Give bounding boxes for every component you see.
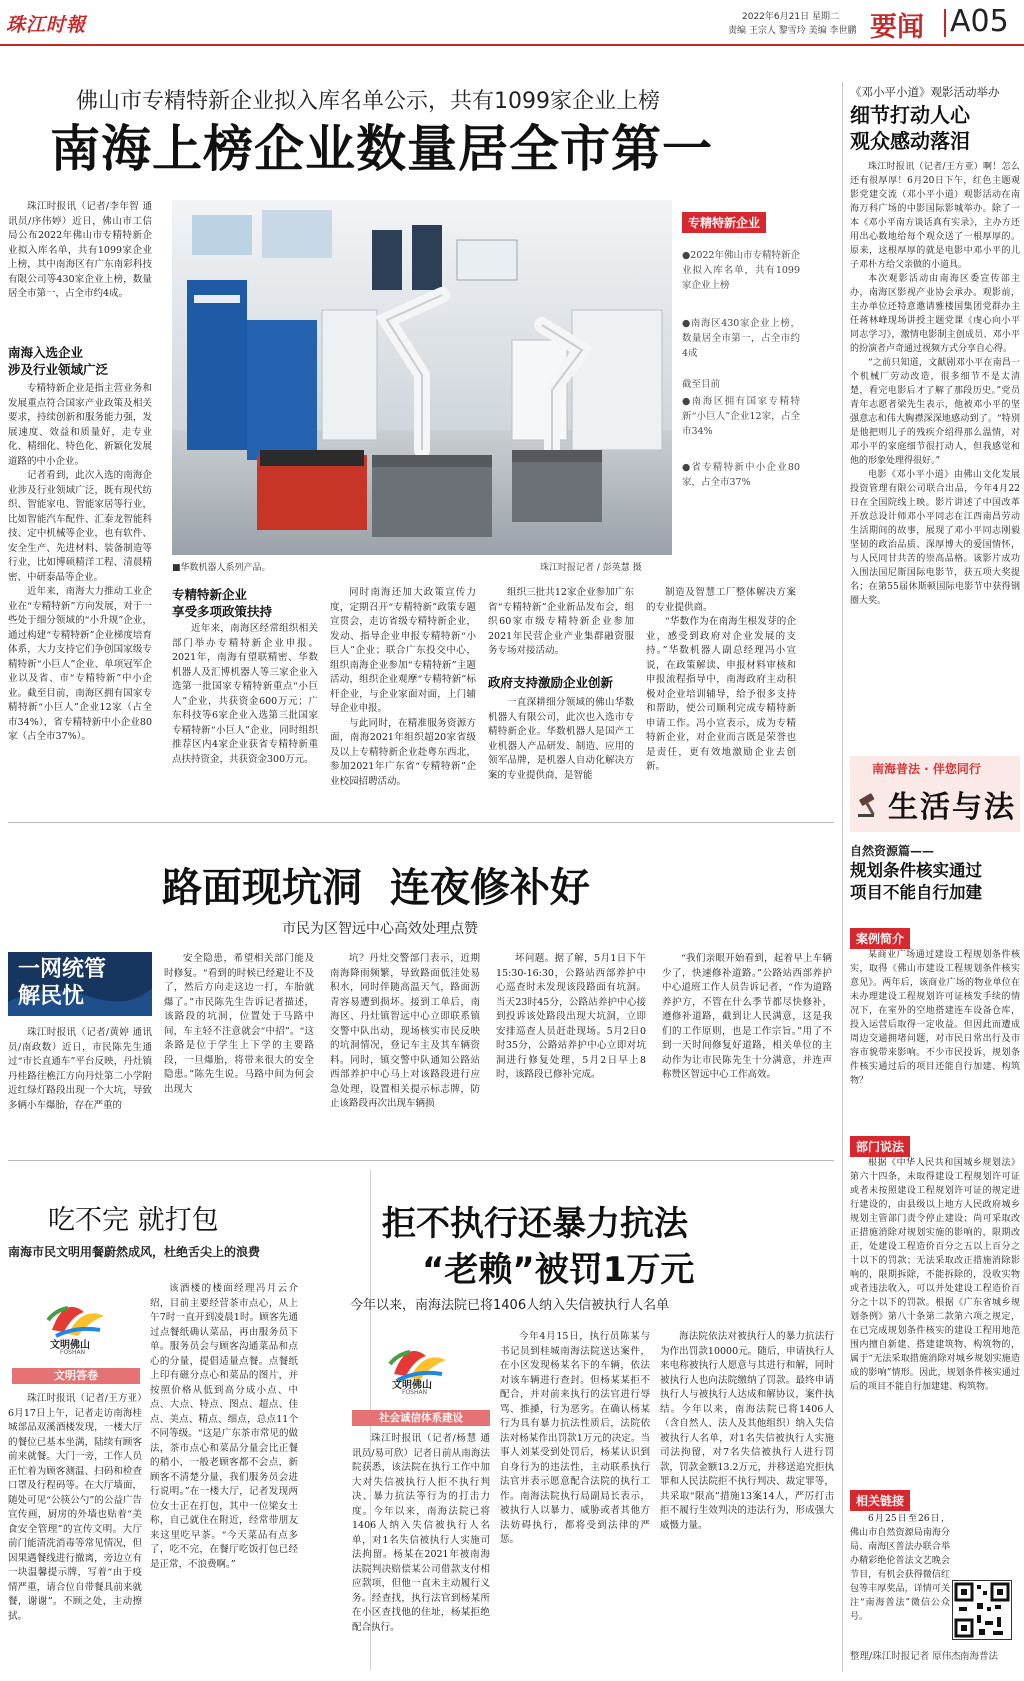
paragraph: “之前只知道，文献剧邓小平在南昌一个机械厂劳动改造，很多细节不是太清楚，看完电影后才了解了那段历史。”党员青年志愿者梁先生表示，他被邓小平的坚强意志和伟大胸襟深深地感动到了。“特别是他把则儿子的残疾介绍得那么温情，对邓小平的家庭细节很打动人，但我感觉和他的形象处理得很好。”	[850, 358, 1020, 466]
infobox-item: ●省专精特新中小企业80家，占全市37%	[682, 462, 800, 488]
leftovers-headline: 吃不完 就打包	[48, 1205, 219, 1236]
qr-code[interactable]	[952, 1580, 1012, 1640]
paragraph: 近年来，南海大力推动工业企业在“专精特新”方向发展，对于一些处于细分领域的“小升规”企业，通过构建“专精特新”企业梯度培育体系，大力支持它们争创国家级专精特新“小巨人”企业、单项冠军企业以及省、市“专精特新”中小企业。截至目前，南海区拥有国家专精特新“小巨人”企业12家（占全市34%），省专精特新中小企业80家（占全市37%）。	[8, 586, 152, 742]
lead-infobox	[682, 212, 802, 560]
infobox-item: ●2022年佛山市专精特新企业拟入库名单，共有1099家企业上榜	[682, 250, 800, 291]
right-rail-divider	[842, 82, 843, 1672]
lead-column-2	[172, 622, 318, 767]
court-column-2: 今年4月15日，执行员陈某与书记员到桂城南海法院送达案件，在小区发现杨某名下的车辆，依法对该车辆进行查封。但杨某某拒不配合，并对前来执行的法官进行辱骂、推搡，行为恶劣。在确认杨某行为具有暴力抗法性质后，法院依法对杨某作出罚款1万元的决定。当事人刘某受到处罚后，杨某认识到自身行为的违法性，主动联系执行法官并表示愿意配合法院的执行工作。南海法院执行局副局长表示，被执行人以暴力、威胁或者其他方法妨碍执行，都将受到法律的严惩。	[500, 1331, 650, 1545]
road-headline: 路面现坑洞 连夜修补好	[162, 865, 590, 911]
paragraph: “华数作为在南海生根发芽的企业，感受到政府对企业发展的支持。”华数机器人副总经理冯小宣说，在政策解读、申报材料审核和申报流程指导中，南海政府主动积极对企业培训辅导，给予很多支持和帮助，使公司顺利完成专精特新申请工作。冯小宣表示，成为专精特新企业，对企业而言既是荣誉也是责任，更有效地激励企业去创新。	[646, 616, 796, 772]
paragraph: 本次观影活动由南海区委宣传部主办，南海区影视产业协会承办。观影前，主办单位还特意邀请雅楼国集团党群办主任蒋林峰现场讲授主题党课《虔心向小平同志学习》，激情电影制主创成员、邓小平的扮演者卢奇通过视频方式分享自心得。	[850, 274, 1020, 354]
lead-column-5	[646, 586, 796, 804]
infobox-title: 专精特新企业	[682, 212, 766, 233]
road-column-5: “我们亲眼开始看到，起着早上车辆少了，快速修补道路。”公路站西部养护中心道班工作人员告诉记者，“作为道路养护方，不管在什么季节都尽快修补，遵修补道路，截到让人民满意，这是我们的工作原则，也是工作宗旨。”用了不到一天时间修复好道路，相关单位的主动作为让市民陈先生十分满意，并连声称赞区智远中心工作高效。	[662, 953, 832, 1080]
law-footer-left: 整理/珠江时报记者 原伟杰	[850, 1651, 961, 1662]
court-subtitle: 今年以来，南海法院已将1406人纳入失信被执行人名单	[350, 1298, 670, 1313]
paper-name: 珠江时報	[6, 14, 87, 36]
leftovers-tag: 文明答卷	[12, 1368, 140, 1384]
masthead-rule	[0, 44, 1024, 46]
civilization-logo	[352, 1334, 484, 1408]
robot-showroom-illustration	[172, 200, 672, 555]
court-headline-2: “老赖”被罚1万元	[422, 1250, 695, 1290]
road-column-4: 坏问题。据了解，5月1日下午15:30-16:30，公路站西部养护中心巡查时未发现该段路面有坑洞。当天23时45分，公路站养护中心接到投诉该处路段出现大坑洞，立即安排巡查人员赶赴现场。5月2日0时35分，公路站养护中心立即对坑洞进行修复处理，5月2日早上8时，该路段已修补完成。	[496, 953, 646, 1080]
photo-credit: 珠江时报记者 / 彭英慧 摄	[540, 563, 642, 573]
lead-column-4	[488, 586, 634, 659]
dept-tag: 部门说法	[850, 1136, 910, 1157]
paragraph: 一直深耕细分领域的佛山华数机器人有限公司，此次也入选市专精特新企业。华数机器人是国产工业机器人产品研发、制造、应用的领军品牌，是机器人自动化解决方案的专业提供商，是智能	[488, 697, 634, 781]
lead-subhead-1: 南海入选企业 涉及行业领域广泛	[8, 345, 109, 377]
logo-text: 文明佛山	[50, 1340, 90, 1351]
law-headline: 规划条件核实通过 项目不能自行加建	[850, 861, 982, 902]
issue-date: 2022年6月21日 星期二	[742, 12, 839, 22]
court-headline-1: 拒不执行还暴力抗法	[382, 1204, 688, 1244]
section-divider	[8, 1160, 834, 1161]
lead-intro: 珠江时报讯（记者/李年智 通讯员/序伟婷）近日，佛山市工信局公布2022年佛山市专精特新企业拟入库名单，共有1099家企业上榜，其中南海区有广东南彩科技有限公司等430家企业上榜，数量居全市第一，占全市约4成。	[8, 201, 152, 299]
film-headline: 细节打动人心 观众感动落泪	[850, 103, 970, 153]
paragraph: 与此同时，在精准服务资源方面，南海2021年组织超20家省级及以上专精特新企业赴粤东西北，参加2021年广东省“专精特新”企业校园招聘活动。	[330, 717, 476, 787]
section-divider	[944, 9, 946, 37]
case-text: 某商业广场通过建设工程规划条件核实，取得《佛山市建设工程规划条件核实意见》。两年后，该商业广场的物业单位在未办理建设工程规划许可证核发手续的情况下，在室外的空地搭建连车设备仓库，投入运营后取得一定收益。但因此而遭成周边交通拥堵问题，对市民日常出行及市容市貌带来影响。不少市民投诉，规划条件核实通过后的项目还能自行加建、构筑物？	[850, 950, 1020, 1086]
paragraph: 记者看到，此次入选的南海企业涉及行业领域广泛，既有现代纺织、智能家电、智能家居等行业，比如智能汽车配件、汇泰龙智能科技、定中机械等企业，也有软件、安全生产、先进材料、装备制造等行业，比如博硕精洋工程、清晨精密、中研泰晶等企业。	[8, 470, 152, 583]
road-badge	[8, 952, 152, 1016]
editors-line: 责编 王宗人 黎雪玲 美编 李世鹏	[728, 26, 857, 36]
law-banner-top: 南海普法 · 伴您同行	[872, 762, 981, 776]
leftovers-column-2: 该酒楼的楼面经理冯月云介绍，目前主要经营茶市点心，从上午7时一直开到凌晨1时。顾客先通过点餐纸确认菜品，再由服务员下单。服务员会与顾客沟通菜品和点心的分量，提倡适量点餐。点餐纸上印有磁分点心和菜品的图片，并按照价格从低到高分成小点、中点、大点、特点、图点、超点、佳点、美点、精点、细点，总点11个不同等级。“这是广东茶市常见的做法，茶市点心和菜品分量会比正餐的稍小，一般老顾客都不会点，新顾客不清楚分量，我们服务员会进行说明。”在一楼大厅，记者发现两位女士正在打包，其中一位梁女士称，自己就住在附近，经常带朋友来这里吃早茶。“今天菜品有点多了，吃不完，在餐厅吃饭打包已经是正常，不浪费啊。”	[150, 1283, 298, 1570]
road-badge-text: 一网统管 解民忧	[18, 957, 107, 1009]
law-banner-title: 生活与法	[888, 790, 1016, 825]
section-name: 要闻	[870, 12, 924, 43]
logo-text: 文明佛山	[392, 1380, 432, 1391]
dept-text: 根据《中华人民共和国城乡规划法》第六十四条，未取得建设工程规划许可证或者未按照建设工程规划许可证的规定进行建设的，由县级以上地方人民政府城乡规划主管部门责令停止建设；尚可采取改正措施消除对规划实施的影响的，限期改正，处建设工程造价百分之五以上百分之十以下的罚款；无法采取改正措施消除影响的，限期拆除，不能拆除的，没收实物或者违法收入，可以并处建设工程造价百分之十以下的罚款。根据《广东省城乡规划条例》第八十条第二款第六项之规定，在已完成规划条件核实的建设工程用地范围内擅自新建、搭建建筑物、构筑物的，属于“无法采取措施消除对城乡规划实施造成的影响”情形。因此，规划条件核实通过后的项目不能自行加建建、构筑物。	[850, 1158, 1020, 1392]
paragraph: 珠江时报讯（记者/王方亚）啊！怎么还有很厚厚！6月20日下午，红色主题观影党建交流（邓小平小道）观影活动在南海万科广场的中影国际影城举办。除了一本《邓小平南方谈话真有实录》，主办方还用出心数地给每个观众送了一根厚厚的。原来，这根厚厚的就是电影中邓小平的儿子邓朴方给父亲做的小道具。	[850, 162, 1020, 270]
infobox-item: ●南海区拥有国家专精特新“小巨人”企业12家，占全市34%	[682, 396, 800, 437]
paragraph: 近年来，南海区经常组织相关部门举办专精特新企业申报。2021年，南海有望联精密、华数机器人及汇博机器人等三家企业入选第一批国家专精特新重点“小巨人”企业，共获资金600万元；广东科技等6家企业入选第三批国家专精特新“小巨人”企业，同时组织推荐区内4家企业获省专精特新重点扶持资金，共获资金300万元。	[172, 623, 318, 765]
law-banner	[850, 756, 1020, 832]
link-text: 6月25日至26日，佛山市自然资源局南海分局、南海区普法办联合举办精彩绝伦普法文艺晚会节目，有机会获得微信红包等丰厚奖品，详情可关注“南海普法”微信公众号。	[850, 1514, 950, 1622]
lead-column-1	[8, 382, 152, 745]
lead-column-4b	[488, 696, 634, 804]
road-column-3: 坑？丹灶交警部门表示，近期南海降雨频繁，导致路面低洼处易积水，同时伴随高温天气，路面沥青容易遭到损坏。接到工单后，南海区、丹灶镇智远中心立即联系镇交警中队出动，现场核实市民反映的坑洞情况，登记车主及其车辆资料。同时，镇交警中队通知公路站西部养护中心马上对该路段进行应急处理，设置相关提示标志牌，防止该路段再次出现车辆损	[330, 953, 480, 1109]
paragraph: 同时南海还加大政策宣传力度，定期召开“专精特新”政策专题宣贯会，走访省级专精特新企业，发动、指导企业申报专精特新“小巨人”企业；联合广东投交中心，组织南海企业参加“专精特新”主题活动，组织企业观摩“专精特新”标杆企业，与企业家面对面，上门辅导企业申报。	[330, 587, 476, 714]
infobox-item: ●南海区430家企业上榜，数量居全市第一，占全市约4成	[682, 318, 800, 359]
paragraph: 电影《邓小平小道》由佛山文化发展投资管理有限公司联合出品，今年4月22日在全国院线上映。影片讲述了中国改革开放总设计师邓小平同志在江西南昌劳动生活期间的故事，展现了邓小平同志刚毅坚韧的政治品质、深厚博大的爱国情怀，与人民同甘共苦的崇高品格。该影片成功入围法国尼斯国际电影节，获五项大奖提名；在第55届休斯顿国际电影节中获得钢圈大奖。	[850, 470, 1020, 606]
civilization-logo	[12, 1290, 140, 1368]
gavel-icon	[856, 790, 884, 822]
lead-subhead-3: 政府支持激励企业创新	[488, 675, 614, 690]
lead-kicker: 佛山市专精特新企业拟入库名单公示，共有1099家企业上榜	[76, 89, 660, 114]
logo-subtext: FOSHAN	[402, 1389, 428, 1396]
road-subtitle: 市民为区智远中心高效处理点赞	[282, 921, 478, 937]
paragraph: 组织三批共12家企业参加广东省“专精特新”企业新品发布会，组织60家市级专精特新企业参加2021年民营企业产业集群融资服务专场对接活动。	[488, 587, 634, 656]
lead-photo	[172, 200, 672, 555]
logo-subtext: FOSHAN	[60, 1349, 86, 1356]
law-footer-right: 南海普法	[960, 1651, 999, 1662]
lead-subhead-2: 专精特新企业 享受多项政策扶持	[172, 587, 273, 619]
lead-headline: 南海上榜企业数量居全市第一	[50, 120, 713, 178]
film-kicker: 《邓小平小道》观影活动举办	[850, 85, 1000, 99]
road-column-2: 安全隐患，希望相关部门能及时修复。“看到的时候已经避让不及了，然后方向走这边一打，车胎就爆了。”市民陈先生告诉记者描述，该路段的坑洞，位置处于马路中间，车主轻不注意就会“中招”。“这条路是位于学生上下学的主要路段，一旦爆胎，将带来很大的安全隐患。”陈先生说。马路中间为何会出现大	[164, 953, 314, 1095]
link-tag: 相关链接	[850, 1490, 910, 1511]
court-column-1: 珠江时报讯（记者/杨慧 通讯员/易可欣）记者日前从南海法院获悉，该法院在执行工作中加大对失信被执行人拒不执行判决、暴力抗法等行为的打击力度。今年以来，南海法院已将1406人纳入失信被执行人名单，对1名失信被执行人实施司法拘留。杨某在2021年被南海法院判决赔偿某公司借款支付相应款项，但他一直未主动履行义务。经查找，执行法官到杨某所在小区查找他的住址，杨某拒绝配合执行。	[352, 1433, 490, 1633]
law-kicker: 自然资源篇——	[850, 844, 935, 858]
masthead	[0, 0, 1024, 46]
paragraph: 制造及智慧工厂整体解决方案的专业提供商。	[646, 587, 796, 613]
leftovers-column-1: 珠江时报讯（记者/王方亚）6月17日上午，记者走访南海桂城部品双溪酒楼发现，一楼大厅的餐位已基本坐满，陆续有顾客前来就餐。大门一旁，工作人员正忙着为顾客测温、扫码和检查口罩及行程码等。在大厅墙面，随处可见“公筷公勺”的公益广告宣传画，厨房的外墙也贴着“美食安全管理”的宣传文明。大厅前门能清洗消毒等常见情况，但因果遇餐线进行撤离，旁边立有一块温馨提示牌，写着“由于疫情严重，请合位自带餐具前来就餐，谢谢”。不顾之处，主动擦拭。	[8, 1393, 142, 1622]
page-number: A05	[950, 4, 1009, 39]
court-column-3: 海法院依法对被执行人的暴力抗法行为作出罚款10000元。随后，申请执行人来电称被执行人愿意与其进行和解，同时被执行人也向法院缴纳了罚款。最终申请执行人与被执行人达成和解协议，案件执结。今年以来，南海法院已将1406人（含自然人、法人及其他组织）纳入失信被执行人名单，对1名失信被执行人实施司法拘留，对7名失信被执行人进行罚款，罚款金额13.2万元，并移送追究拒执罪和人民法院拒不执行判决、裁定罪等，共采取“限高”措施13案14人，严厉打击拒不履行生效判决的违法行为，形成强大威慑力量。	[660, 1331, 834, 1531]
film-body	[850, 160, 1020, 728]
court-tag: 社会诚信体系建设	[352, 1410, 490, 1426]
road-column-1: 珠江时报讯（记者/黄婷 通讯员/南政数）近日，市民陈先生通过“市长直通车”平台反映，丹灶镇丹桂路往樵江方向丹灶第二小学附近红绿灯路段出现一个大坑，导致多辆小车爆胎，存在严重的	[8, 1027, 152, 1111]
leftovers-subtitle: 南海市民文明用餐蔚然成风，杜绝舌尖上的浪费	[8, 1245, 261, 1259]
infobox-item: 截至目前	[682, 379, 721, 390]
section-divider	[8, 822, 834, 823]
case-tag: 案例简介	[850, 928, 910, 949]
lead-column-3	[330, 586, 476, 789]
paragraph: 专精特新企业是指主营业务和发展重点符合国家产业政策及相关要求，持续创新和服务能力强，发展速度、效益和质量好，走专业化、精细化、特色化、新颖化发展道路的中小企业。	[8, 383, 152, 467]
photo-caption: ■华数机器人系列产品。	[172, 563, 271, 573]
